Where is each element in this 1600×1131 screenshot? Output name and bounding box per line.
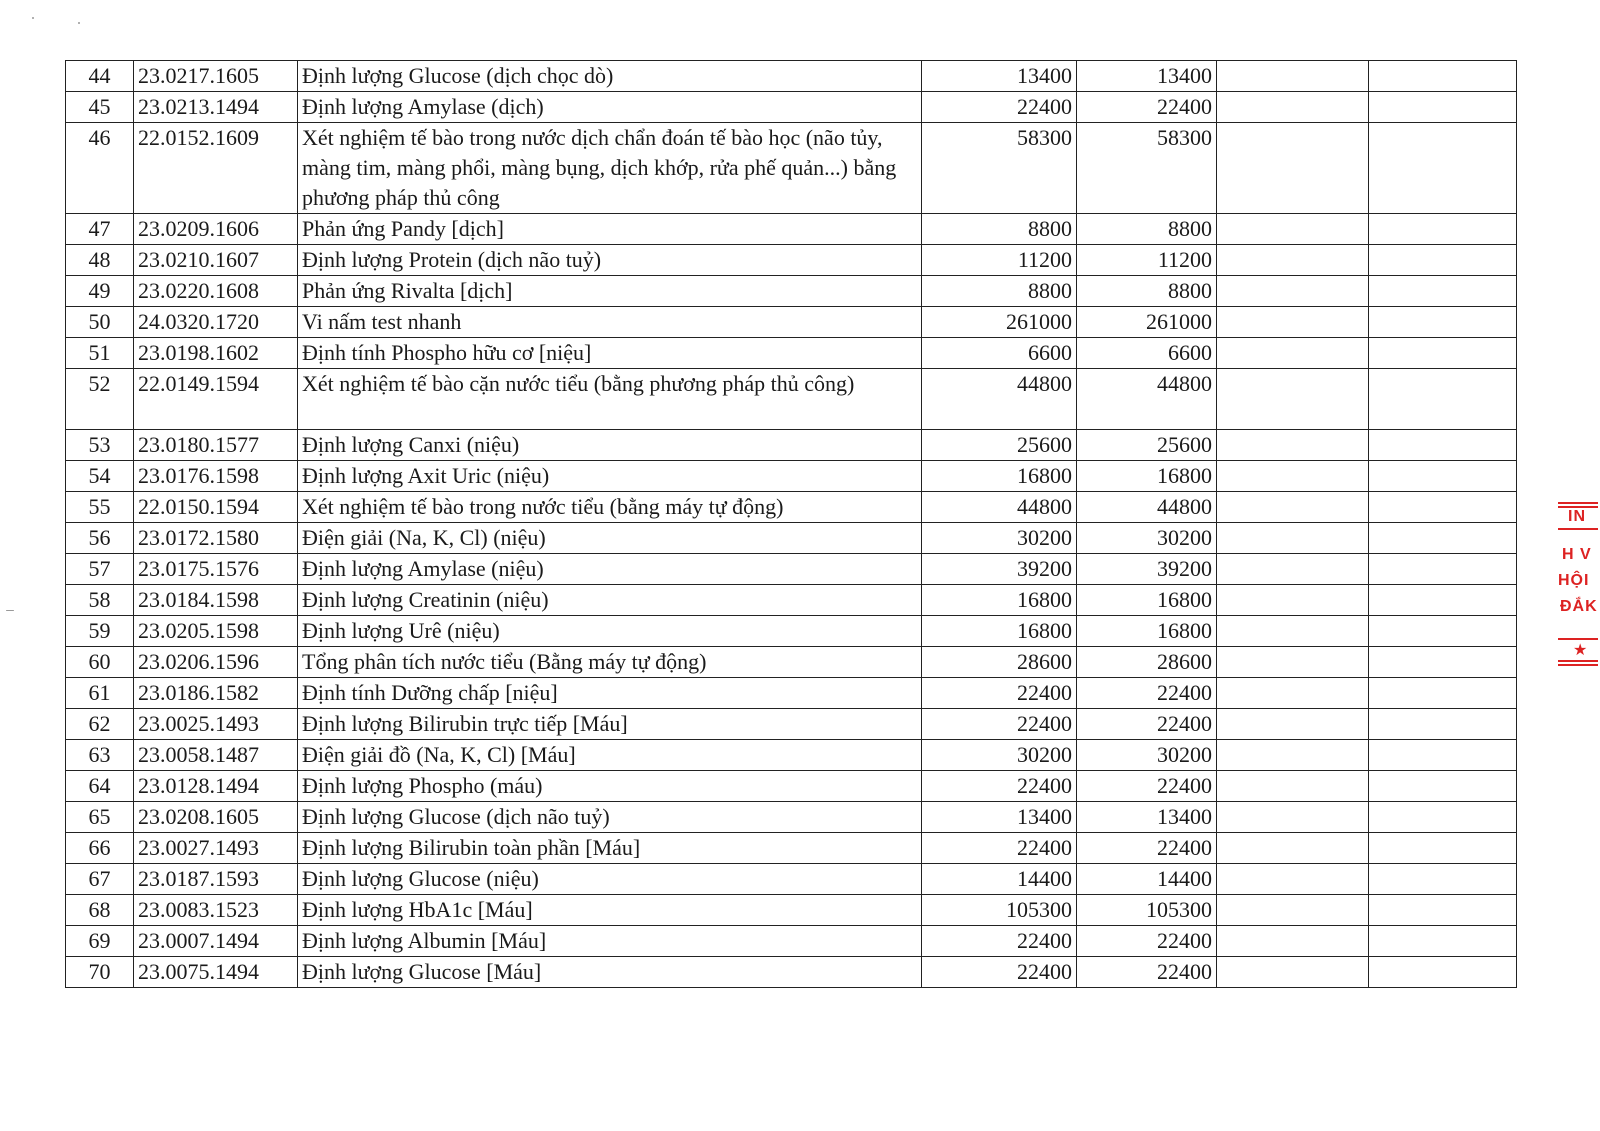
empty-cell bbox=[1369, 709, 1517, 740]
empty-cell bbox=[1369, 492, 1517, 523]
row-number: 55 bbox=[66, 492, 134, 523]
stamp-text-line: H V bbox=[1562, 546, 1592, 563]
price-2: 22400 bbox=[1077, 92, 1217, 123]
price-2: 14400 bbox=[1077, 864, 1217, 895]
service-name: Định tính Phospho hữu cơ [niệu] bbox=[298, 338, 922, 369]
service-name: Định lượng Glucose (dịch não tuỷ) bbox=[298, 802, 922, 833]
row-number: 59 bbox=[66, 616, 134, 647]
empty-cell bbox=[1217, 864, 1369, 895]
service-name: Tổng phân tích nước tiểu (Bằng máy tự động) bbox=[298, 647, 922, 678]
scan-speck bbox=[78, 22, 80, 24]
empty-cell bbox=[1369, 430, 1517, 461]
price-1: 22400 bbox=[922, 926, 1077, 957]
stamp-text-line: HỘI bbox=[1558, 572, 1590, 589]
price-1: 6600 bbox=[922, 338, 1077, 369]
price-2: 8800 bbox=[1077, 276, 1217, 307]
empty-cell bbox=[1217, 771, 1369, 802]
row-number: 47 bbox=[66, 214, 134, 245]
price-1: 22400 bbox=[922, 771, 1077, 802]
service-code: 23.0172.1580 bbox=[134, 523, 298, 554]
empty-cell bbox=[1369, 740, 1517, 771]
price-1: 58300 bbox=[922, 123, 1077, 214]
empty-cell bbox=[1369, 276, 1517, 307]
price-1: 22400 bbox=[922, 678, 1077, 709]
price-1: 44800 bbox=[922, 492, 1077, 523]
empty-cell bbox=[1217, 92, 1369, 123]
service-name: Điện giải (Na, K, Cl) (niệu) bbox=[298, 523, 922, 554]
service-name: Định lượng Canxi (niệu) bbox=[298, 430, 922, 461]
row-number: 60 bbox=[66, 647, 134, 678]
row-number: 54 bbox=[66, 461, 134, 492]
service-price-table bbox=[65, 60, 1517, 988]
empty-cell bbox=[1217, 616, 1369, 647]
empty-cell bbox=[1217, 214, 1369, 245]
service-name: Định lượng Albumin [Máu] bbox=[298, 926, 922, 957]
empty-cell bbox=[1369, 802, 1517, 833]
service-name: Định lượng Glucose [Máu] bbox=[298, 957, 922, 988]
empty-cell bbox=[1369, 245, 1517, 276]
service-code: 23.0210.1607 bbox=[134, 245, 298, 276]
table-row bbox=[66, 461, 1517, 492]
empty-cell bbox=[1369, 523, 1517, 554]
price-1: 261000 bbox=[922, 307, 1077, 338]
empty-cell bbox=[1217, 957, 1369, 988]
price-2: 30200 bbox=[1077, 740, 1217, 771]
empty-cell bbox=[1217, 123, 1369, 214]
empty-cell bbox=[1217, 678, 1369, 709]
price-2: 39200 bbox=[1077, 554, 1217, 585]
row-number: 63 bbox=[66, 740, 134, 771]
row-number: 44 bbox=[66, 61, 134, 92]
empty-cell bbox=[1217, 492, 1369, 523]
price-2: 22400 bbox=[1077, 926, 1217, 957]
empty-cell bbox=[1369, 92, 1517, 123]
row-number: 69 bbox=[66, 926, 134, 957]
row-number: 57 bbox=[66, 554, 134, 585]
service-name: Xét nghiệm tế bào cặn nước tiểu (bằng phương pháp thủ công) bbox=[298, 369, 922, 430]
table-row bbox=[66, 864, 1517, 895]
service-code: 23.0220.1608 bbox=[134, 276, 298, 307]
service-code: 22.0150.1594 bbox=[134, 492, 298, 523]
row-number: 68 bbox=[66, 895, 134, 926]
row-number: 66 bbox=[66, 833, 134, 864]
row-number: 58 bbox=[66, 585, 134, 616]
scan-speck bbox=[6, 610, 14, 611]
service-name: Định lượng Glucose (dịch chọc dò) bbox=[298, 61, 922, 92]
empty-cell bbox=[1369, 647, 1517, 678]
price-1: 14400 bbox=[922, 864, 1077, 895]
service-code: 23.0205.1598 bbox=[134, 616, 298, 647]
empty-cell bbox=[1217, 338, 1369, 369]
table-row bbox=[66, 926, 1517, 957]
empty-cell bbox=[1369, 123, 1517, 214]
row-number: 49 bbox=[66, 276, 134, 307]
price-1: 8800 bbox=[922, 214, 1077, 245]
price-2: 44800 bbox=[1077, 369, 1217, 430]
price-1: 28600 bbox=[922, 647, 1077, 678]
table-row bbox=[66, 492, 1517, 523]
empty-cell bbox=[1369, 61, 1517, 92]
table-row bbox=[66, 523, 1517, 554]
service-code: 23.0176.1598 bbox=[134, 461, 298, 492]
empty-cell bbox=[1217, 461, 1369, 492]
price-1: 8800 bbox=[922, 276, 1077, 307]
empty-cell bbox=[1217, 554, 1369, 585]
price-1: 30200 bbox=[922, 740, 1077, 771]
service-code: 23.0180.1577 bbox=[134, 430, 298, 461]
row-number: 64 bbox=[66, 771, 134, 802]
empty-cell bbox=[1369, 864, 1517, 895]
empty-cell bbox=[1369, 214, 1517, 245]
empty-cell bbox=[1369, 895, 1517, 926]
row-number: 53 bbox=[66, 430, 134, 461]
price-2: 8800 bbox=[1077, 214, 1217, 245]
service-code: 23.0027.1493 bbox=[134, 833, 298, 864]
price-1: 13400 bbox=[922, 61, 1077, 92]
price-1: 30200 bbox=[922, 523, 1077, 554]
table-row bbox=[66, 245, 1517, 276]
star-icon: ★ bbox=[1573, 640, 1588, 659]
empty-cell bbox=[1217, 307, 1369, 338]
service-name: Phản ứng Rivalta [dịch] bbox=[298, 276, 922, 307]
service-name: Xét nghiệm tế bào trong nước tiểu (bằng máy tự động) bbox=[298, 492, 922, 523]
empty-cell bbox=[1217, 895, 1369, 926]
empty-cell bbox=[1369, 957, 1517, 988]
service-name: Vi nấm test nhanh bbox=[298, 307, 922, 338]
price-1: 16800 bbox=[922, 461, 1077, 492]
row-number: 56 bbox=[66, 523, 134, 554]
service-code: 23.0217.1605 bbox=[134, 61, 298, 92]
service-name: Định lượng Phospho (máu) bbox=[298, 771, 922, 802]
service-name: Định lượng Protein (dịch não tuỷ) bbox=[298, 245, 922, 276]
service-code: 23.0083.1523 bbox=[134, 895, 298, 926]
empty-cell bbox=[1217, 523, 1369, 554]
price-1: 22400 bbox=[922, 957, 1077, 988]
empty-cell bbox=[1217, 709, 1369, 740]
table-row bbox=[66, 895, 1517, 926]
service-code: 23.0206.1596 bbox=[134, 647, 298, 678]
price-1: 22400 bbox=[922, 833, 1077, 864]
row-number: 48 bbox=[66, 245, 134, 276]
empty-cell bbox=[1217, 740, 1369, 771]
service-name: Định tính Dưỡng chấp [niệu] bbox=[298, 678, 922, 709]
table-row bbox=[66, 647, 1517, 678]
table-row bbox=[66, 430, 1517, 461]
service-name: Phản ứng Pandy [dịch] bbox=[298, 214, 922, 245]
service-code: 23.0186.1582 bbox=[134, 678, 298, 709]
empty-cell bbox=[1369, 369, 1517, 430]
service-code: 23.0058.1487 bbox=[134, 740, 298, 771]
price-2: 22400 bbox=[1077, 833, 1217, 864]
price-2: 16800 bbox=[1077, 616, 1217, 647]
service-code: 23.0187.1593 bbox=[134, 864, 298, 895]
price-2: 22400 bbox=[1077, 957, 1217, 988]
price-2: 105300 bbox=[1077, 895, 1217, 926]
stamp-text-line: IN bbox=[1568, 508, 1586, 525]
service-code: 23.0184.1598 bbox=[134, 585, 298, 616]
row-number: 46 bbox=[66, 123, 134, 214]
empty-cell bbox=[1369, 307, 1517, 338]
empty-cell bbox=[1369, 771, 1517, 802]
price-2: 22400 bbox=[1077, 709, 1217, 740]
empty-cell bbox=[1217, 585, 1369, 616]
service-name: Định lượng Creatinin (niệu) bbox=[298, 585, 922, 616]
price-1: 25600 bbox=[922, 430, 1077, 461]
row-number: 67 bbox=[66, 864, 134, 895]
table-row bbox=[66, 585, 1517, 616]
service-code: 23.0175.1576 bbox=[134, 554, 298, 585]
empty-cell bbox=[1217, 926, 1369, 957]
table-row bbox=[66, 276, 1517, 307]
scan-speck bbox=[32, 17, 34, 19]
table-row bbox=[66, 369, 1517, 430]
price-1: 22400 bbox=[922, 92, 1077, 123]
row-number: 65 bbox=[66, 802, 134, 833]
price-1: 13400 bbox=[922, 802, 1077, 833]
price-1: 22400 bbox=[922, 709, 1077, 740]
empty-cell bbox=[1369, 926, 1517, 957]
price-2: 58300 bbox=[1077, 123, 1217, 214]
price-2: 25600 bbox=[1077, 430, 1217, 461]
table-body bbox=[66, 61, 1517, 988]
service-code: 22.0152.1609 bbox=[134, 123, 298, 214]
service-code: 23.0025.1493 bbox=[134, 709, 298, 740]
service-name: Định lượng Amylase (niệu) bbox=[298, 554, 922, 585]
price-2: 22400 bbox=[1077, 771, 1217, 802]
price-2: 6600 bbox=[1077, 338, 1217, 369]
service-name: Xét nghiệm tế bào trong nước dịch chẩn đoán tế bào học (não tủy, màng tim, màng phổi, màng bụng, dịch khớp, rửa phế quản...) bằng phương pháp thủ công bbox=[298, 123, 922, 214]
row-number: 62 bbox=[66, 709, 134, 740]
service-code: 23.0075.1494 bbox=[134, 957, 298, 988]
service-code: 22.0149.1594 bbox=[134, 369, 298, 430]
table-row bbox=[66, 92, 1517, 123]
price-2: 13400 bbox=[1077, 61, 1217, 92]
table-row bbox=[66, 957, 1517, 988]
service-name: Định lượng Amylase (dịch) bbox=[298, 92, 922, 123]
price-2: 28600 bbox=[1077, 647, 1217, 678]
service-code: 23.0213.1494 bbox=[134, 92, 298, 123]
service-name: Điện giải đồ (Na, K, Cl) [Máu] bbox=[298, 740, 922, 771]
price-2: 16800 bbox=[1077, 461, 1217, 492]
empty-cell bbox=[1217, 276, 1369, 307]
row-number: 50 bbox=[66, 307, 134, 338]
service-code: 23.0198.1602 bbox=[134, 338, 298, 369]
price-1: 39200 bbox=[922, 554, 1077, 585]
empty-cell bbox=[1369, 461, 1517, 492]
red-seal-stamp bbox=[1558, 500, 1600, 690]
table-row bbox=[66, 709, 1517, 740]
service-name: Định lượng Bilirubin trực tiếp [Máu] bbox=[298, 709, 922, 740]
table-row bbox=[66, 616, 1517, 647]
table-row bbox=[66, 338, 1517, 369]
empty-cell bbox=[1369, 585, 1517, 616]
empty-cell bbox=[1369, 554, 1517, 585]
empty-cell bbox=[1217, 430, 1369, 461]
service-code: 23.0128.1494 bbox=[134, 771, 298, 802]
empty-cell bbox=[1369, 833, 1517, 864]
empty-cell bbox=[1369, 338, 1517, 369]
empty-cell bbox=[1217, 61, 1369, 92]
service-name: Định lượng Axit Uric (niệu) bbox=[298, 461, 922, 492]
price-2: 22400 bbox=[1077, 678, 1217, 709]
price-1: 11200 bbox=[922, 245, 1077, 276]
row-number: 61 bbox=[66, 678, 134, 709]
price-2: 13400 bbox=[1077, 802, 1217, 833]
table-row bbox=[66, 802, 1517, 833]
service-name: Định lượng Glucose (niệu) bbox=[298, 864, 922, 895]
empty-cell bbox=[1217, 833, 1369, 864]
table-row bbox=[66, 214, 1517, 245]
row-number: 51 bbox=[66, 338, 134, 369]
service-code: 23.0208.1605 bbox=[134, 802, 298, 833]
empty-cell bbox=[1217, 369, 1369, 430]
table-row bbox=[66, 61, 1517, 92]
table-row bbox=[66, 771, 1517, 802]
price-2: 16800 bbox=[1077, 585, 1217, 616]
empty-cell bbox=[1369, 678, 1517, 709]
service-name: Định lượng Urê (niệu) bbox=[298, 616, 922, 647]
row-number: 52 bbox=[66, 369, 134, 430]
table-row bbox=[66, 554, 1517, 585]
stamp-text-line: ĐẮK bbox=[1560, 598, 1598, 615]
price-1: 16800 bbox=[922, 585, 1077, 616]
empty-cell bbox=[1217, 647, 1369, 678]
price-2: 30200 bbox=[1077, 523, 1217, 554]
service-code: 24.0320.1720 bbox=[134, 307, 298, 338]
price-2: 261000 bbox=[1077, 307, 1217, 338]
empty-cell bbox=[1217, 802, 1369, 833]
price-1: 16800 bbox=[922, 616, 1077, 647]
empty-cell bbox=[1217, 245, 1369, 276]
row-number: 70 bbox=[66, 957, 134, 988]
service-code: 23.0209.1606 bbox=[134, 214, 298, 245]
service-name: Định lượng HbA1c [Máu] bbox=[298, 895, 922, 926]
price-1: 44800 bbox=[922, 369, 1077, 430]
price-1: 105300 bbox=[922, 895, 1077, 926]
service-code: 23.0007.1494 bbox=[134, 926, 298, 957]
table-row bbox=[66, 678, 1517, 709]
table-row bbox=[66, 740, 1517, 771]
row-number: 45 bbox=[66, 92, 134, 123]
table-row bbox=[66, 123, 1517, 214]
table-row bbox=[66, 833, 1517, 864]
table-row bbox=[66, 307, 1517, 338]
price-2: 11200 bbox=[1077, 245, 1217, 276]
service-name: Định lượng Bilirubin toàn phần [Máu] bbox=[298, 833, 922, 864]
empty-cell bbox=[1369, 616, 1517, 647]
price-2: 44800 bbox=[1077, 492, 1217, 523]
